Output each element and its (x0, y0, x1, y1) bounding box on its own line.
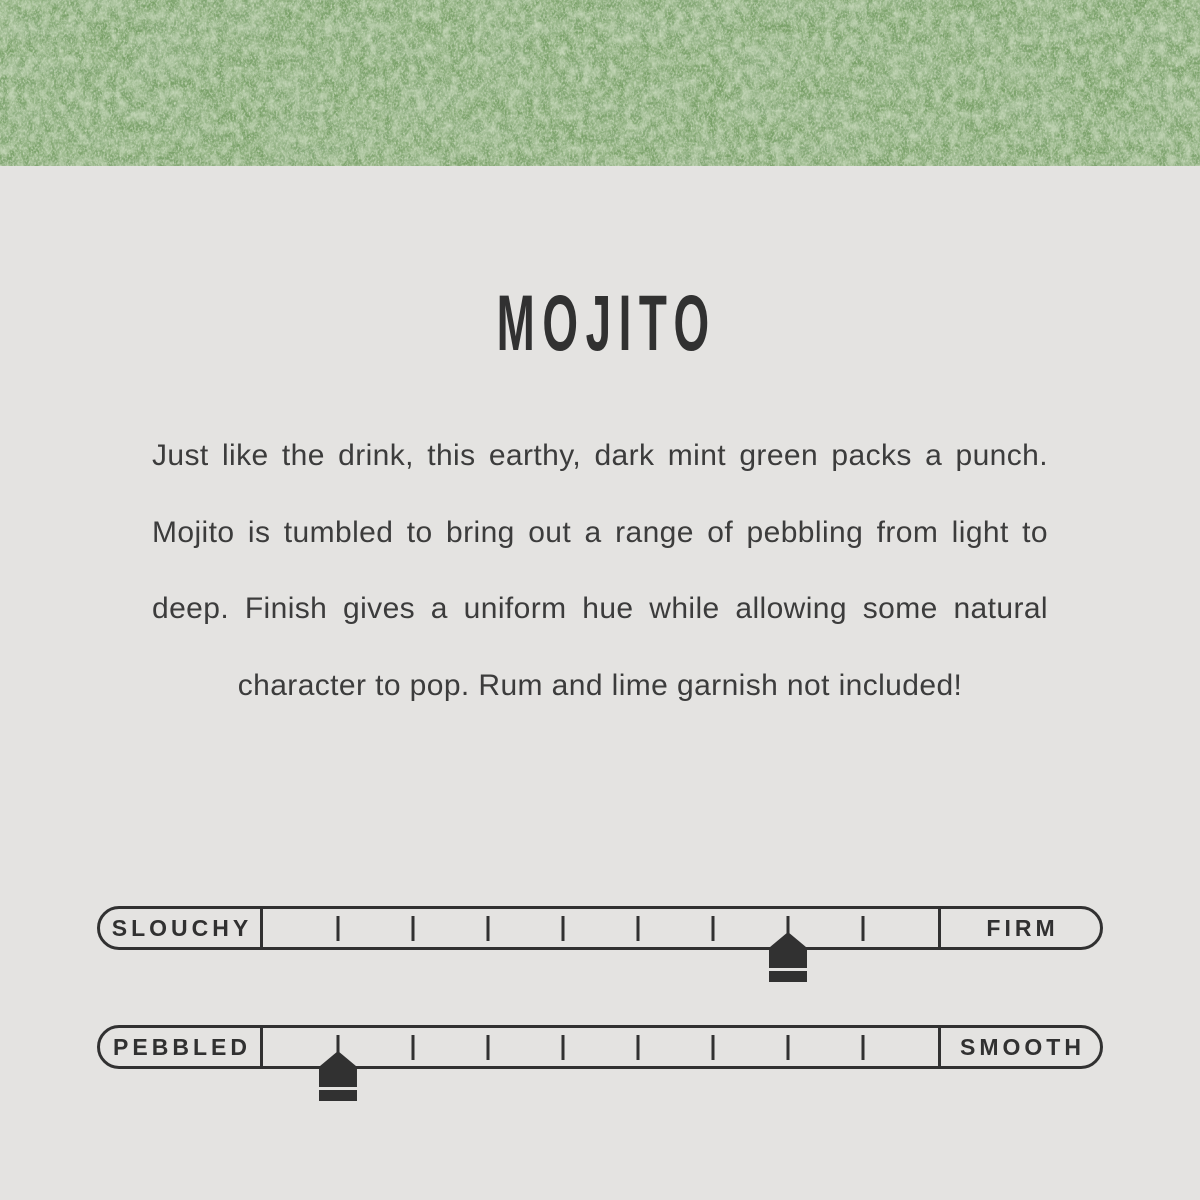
scale-left-label: PEBBLED (100, 1028, 263, 1066)
leather-texture-image (0, 0, 1200, 166)
scale-marker (319, 1051, 357, 1101)
scale-pebbled-smooth (97, 1025, 1103, 1069)
tick-mark (487, 1035, 490, 1060)
scale-right-label: FIRM (938, 909, 1100, 947)
scale-track (263, 909, 938, 947)
scale-track (263, 1028, 938, 1066)
tick-mark (787, 1035, 790, 1060)
scale-marker (769, 932, 807, 982)
tick-mark (861, 1035, 864, 1060)
tick-mark (411, 916, 414, 941)
tick-mark (411, 1035, 414, 1060)
tick-mark (637, 916, 640, 941)
tick-mark (861, 916, 864, 941)
page-title-text: MOJITO (496, 278, 717, 367)
tick-mark (561, 1035, 564, 1060)
attribute-scales (97, 906, 1103, 1069)
page-title (0, 278, 1200, 367)
tick-mark (561, 916, 564, 941)
marker-pointer-icon (319, 1051, 357, 1087)
tick-mark (712, 916, 715, 941)
color-description: Just like the drink, this earthy, dark mint green packs a punch. Mojito is tumbled to bring out a range of pebbling from light to deep. Finish gives a uniform hue while allowing some natural character to pop. Rum and lime garnish not included! (152, 439, 1048, 702)
marker-base-bar (319, 1090, 357, 1101)
marker-base-bar (769, 971, 807, 982)
tick-mark (336, 916, 339, 941)
scale-right-label: SMOOTH (938, 1028, 1100, 1066)
tick-mark (637, 1035, 640, 1060)
tick-mark (712, 1035, 715, 1060)
marker-pointer-icon (769, 932, 807, 968)
scale-slouchy-firm (97, 906, 1103, 950)
tick-mark (487, 916, 490, 941)
scale-left-label: SLOUCHY (100, 909, 263, 947)
